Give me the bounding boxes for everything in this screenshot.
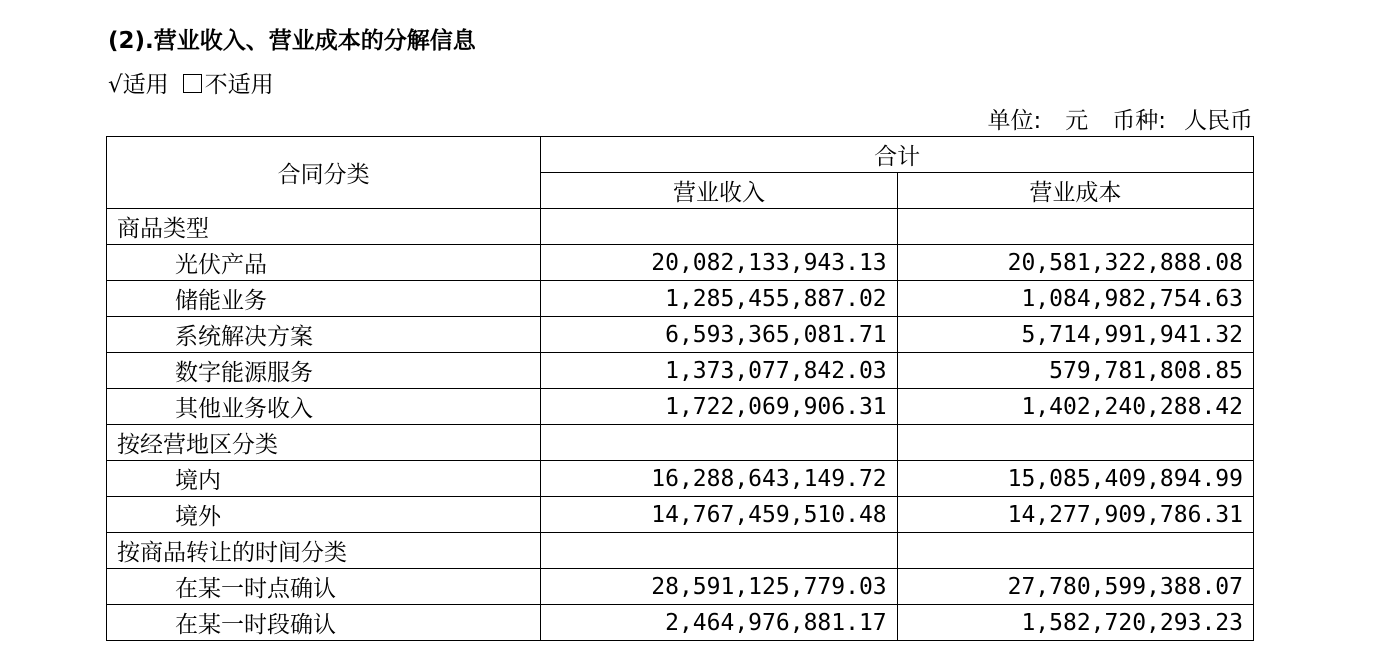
table-row bbox=[107, 461, 1254, 497]
cost-cell: 579,781,808.85 bbox=[897, 353, 1253, 389]
cost-cell bbox=[897, 209, 1253, 245]
currency-label: 币种: bbox=[1112, 108, 1166, 134]
row-label: 系统解决方案 bbox=[107, 317, 541, 353]
cost-cell: 5,714,991,941.32 bbox=[897, 317, 1253, 353]
header-category: 合同分类 bbox=[107, 137, 541, 209]
row-label: 境内 bbox=[107, 461, 541, 497]
table-row bbox=[107, 425, 1254, 461]
revenue-cell: 1,722,069,906.31 bbox=[541, 389, 897, 425]
currency-value: 人民币 bbox=[1184, 108, 1253, 134]
cost-cell bbox=[897, 533, 1253, 569]
revenue-cell: 16,288,643,149.72 bbox=[541, 461, 897, 497]
revenue-cell: 1,285,455,887.02 bbox=[541, 281, 897, 317]
empty-checkbox-icon bbox=[183, 74, 202, 93]
group-label: 商品类型 bbox=[107, 209, 541, 245]
table-row bbox=[107, 605, 1254, 641]
table-body bbox=[107, 209, 1254, 641]
row-label: 光伏产品 bbox=[107, 245, 541, 281]
revenue-cell bbox=[541, 209, 897, 245]
table-row bbox=[107, 569, 1254, 605]
row-label: 数字能源服务 bbox=[107, 353, 541, 389]
cost-cell: 1,582,720,293.23 bbox=[897, 605, 1253, 641]
table-row bbox=[107, 353, 1254, 389]
table-row bbox=[107, 497, 1254, 533]
unit-label: 单位: bbox=[987, 108, 1042, 134]
table-row bbox=[107, 281, 1254, 317]
table-row bbox=[107, 389, 1254, 425]
header-cost: 营业成本 bbox=[897, 173, 1253, 209]
group-label: 按经营地区分类 bbox=[107, 425, 541, 461]
revenue-cell: 2,464,976,881.17 bbox=[541, 605, 897, 641]
section-heading: (2).营业收入、营业成本的分解信息 bbox=[108, 28, 476, 54]
table-row bbox=[107, 533, 1254, 569]
header-total: 合计 bbox=[541, 137, 1254, 173]
applicability-line bbox=[108, 66, 274, 99]
revenue-cell: 6,593,365,081.71 bbox=[541, 317, 897, 353]
not-applicable-label: 不适用 bbox=[204, 72, 274, 98]
cost-cell: 20,581,322,888.08 bbox=[897, 245, 1253, 281]
revenue-cell bbox=[541, 533, 897, 569]
unit-currency-line bbox=[988, 102, 1254, 135]
cost-cell: 15,085,409,894.99 bbox=[897, 461, 1253, 497]
header-row-1 bbox=[107, 137, 1254, 173]
row-label: 在某一时点确认 bbox=[107, 569, 541, 605]
cost-cell: 1,402,240,288.42 bbox=[897, 389, 1253, 425]
revenue-cell: 28,591,125,779.03 bbox=[541, 569, 897, 605]
revenue-cost-table bbox=[106, 136, 1254, 641]
table-row bbox=[107, 317, 1254, 353]
applicable-label: 适用 bbox=[122, 72, 169, 98]
cost-cell: 1,084,982,754.63 bbox=[897, 281, 1253, 317]
revenue-cell bbox=[541, 425, 897, 461]
row-label: 境外 bbox=[107, 497, 541, 533]
table-row bbox=[107, 209, 1254, 245]
cost-cell bbox=[897, 425, 1253, 461]
header-revenue: 营业收入 bbox=[541, 173, 897, 209]
revenue-cell: 20,082,133,943.13 bbox=[541, 245, 897, 281]
unit-value: 元 bbox=[1065, 108, 1089, 134]
table-row bbox=[107, 245, 1254, 281]
revenue-cell: 1,373,077,842.03 bbox=[541, 353, 897, 389]
group-label: 按商品转让的时间分类 bbox=[107, 533, 541, 569]
cost-cell: 27,780,599,388.07 bbox=[897, 569, 1253, 605]
checkmark-icon: √ bbox=[108, 72, 123, 98]
row-label: 其他业务收入 bbox=[107, 389, 541, 425]
cost-cell: 14,277,909,786.31 bbox=[897, 497, 1253, 533]
revenue-cell: 14,767,459,510.48 bbox=[541, 497, 897, 533]
row-label: 储能业务 bbox=[107, 281, 541, 317]
row-label: 在某一时段确认 bbox=[107, 605, 541, 641]
